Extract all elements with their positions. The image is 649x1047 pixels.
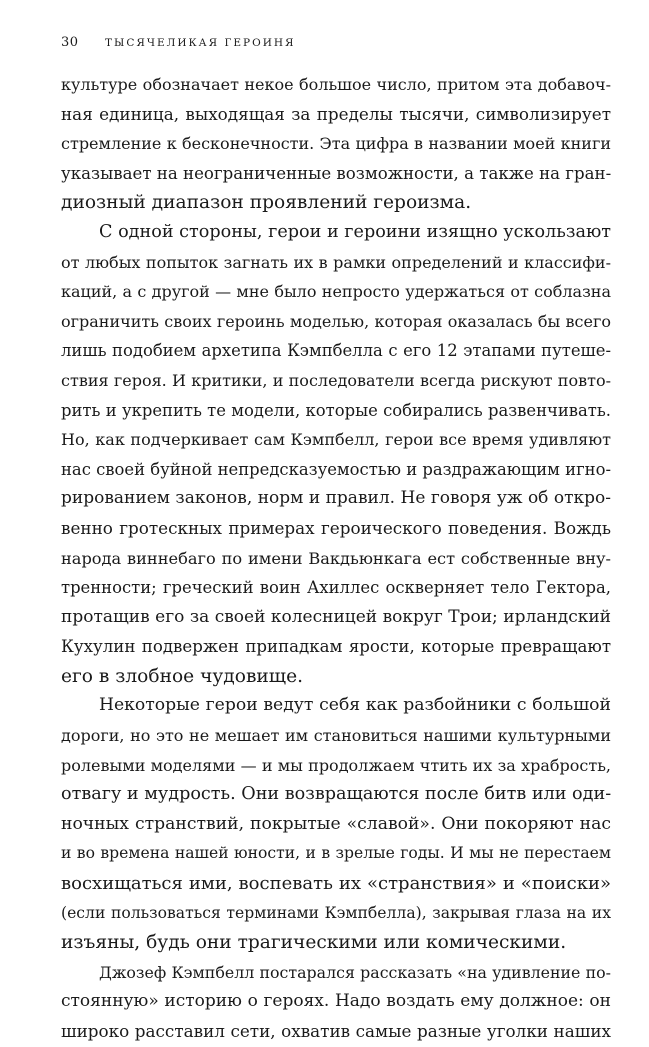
text-line: дороги, но это не мешает им становиться нашими культурными [61, 726, 611, 746]
text-line: каций, а с другой — мне было непросто удержаться от соблазна [61, 282, 611, 302]
text-line: культуре обозначает некое большое число, притом эта добавоч- [61, 75, 611, 94]
text-line: диозный диапазон проявлений героизма. [61, 192, 472, 214]
text-line: народа виннебаго по имени Вакдьюнкага ест собственные вну- [61, 548, 611, 568]
text-line: ствия героя. И критики, и последователи всегда рискуют повто- [61, 370, 611, 390]
text-line: рить и укрепить те модели, которые собирались развенчивать. [61, 400, 611, 420]
text-line: нас своей буйной непредсказуемостью и раздражающим игно- [61, 459, 611, 479]
text-line: его в злобное чудовище. [61, 665, 304, 687]
text-line: протащив его за своей колесницей вокруг Трои; ирландский [61, 606, 611, 627]
text-line: (если пользоваться терминами Кэмпбелла), закрывая глаза на их [61, 903, 611, 922]
text-line: от любых попыток загнать их в рамки определений и классифи- [61, 252, 611, 272]
text-line: широко расставил сети, охватив самые разные уголки наших [61, 1021, 611, 1041]
text-line: венно гротескных примерах героического поведения. Вождь [61, 517, 611, 538]
text-line: Некоторые герои ведут себя как разбойники с большой [99, 695, 611, 716]
text-line: Джозеф Кэмпбелл постарался рассказать «на удивление по- [99, 962, 611, 982]
body-text [61, 70, 611, 1047]
text-line: ролевыми моделями — и мы продолжаем чтить их за храбрость, [61, 755, 611, 775]
text-line: восхищаться ими, воспевать их «странствия» и «поиски» [61, 873, 611, 895]
text-line: рированием законов, норм и правил. Не говоря уж об откро- [61, 488, 611, 509]
text-line: Но, как подчеркивает сам Кэмпбелл, герои все время удивляют [61, 430, 611, 450]
text-line: стремление к бесконечности. Эта цифра в названии моей книги [61, 134, 611, 154]
page-number: 30 [61, 35, 79, 50]
text-line: ная единица, выходящая за пределы тысячи, символизирует [61, 103, 611, 124]
text-line: указывает на неограниченные возможности, а также на гран- [61, 163, 612, 183]
running-head [61, 34, 296, 50]
text-line: С одной стороны, герои и героини изящно ускользают [99, 221, 611, 242]
text-line: изъяны, будь они трагическими или комическими. [61, 932, 567, 954]
text-line: лишь подобием архетипа Кэмпбелла с его 12 этапами путеше- [61, 341, 611, 361]
text-line: тренности; греческий воин Ахиллес оскверняет тело Гектора, [61, 578, 611, 598]
text-line: стоянную» историю о героях. Надо воздать ему должное: он [61, 991, 611, 1012]
text-line: и во времена нашей юности, и в зрелые годы. И мы не перестаем [61, 844, 611, 863]
text-line: отвагу и мудрость. Они возвращаются после битв или оди- [61, 784, 612, 805]
text-line: ночных странствий, покрытые «славой». Они покоряют нас [61, 813, 611, 834]
running-title: ТЫСЯЧЕЛИКАЯ ГЕРОИНЯ [105, 37, 296, 49]
text-line: ограничить своих героинь моделью, которая оказалась бы всего [61, 311, 611, 331]
text-line: Кухулин подвержен припадкам ярости, которые превращают [61, 637, 611, 657]
